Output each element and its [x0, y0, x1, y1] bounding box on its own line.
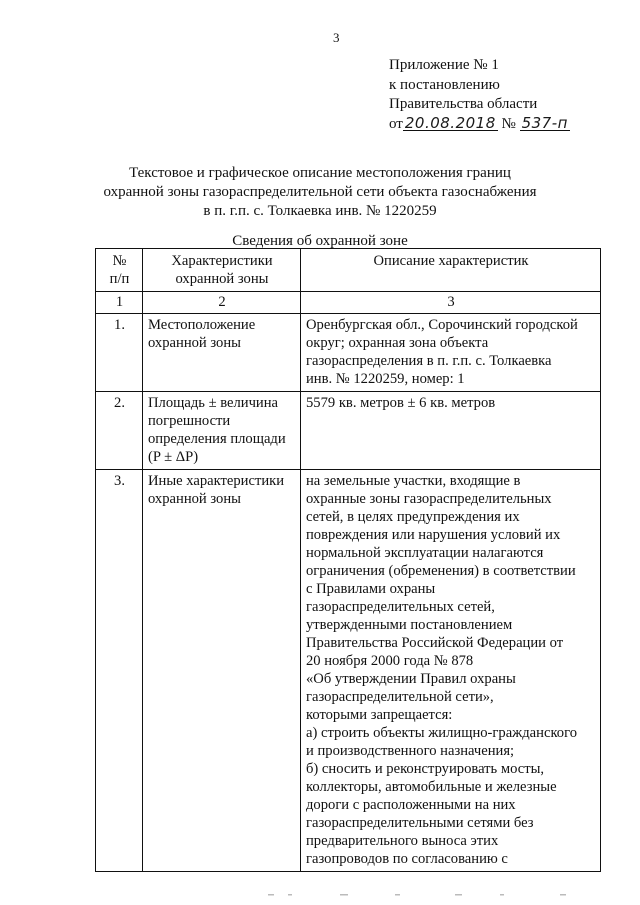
- description-line: 5579 кв. метров ± 6 кв. метров: [306, 395, 496, 411]
- appendix-line-4: [389, 115, 570, 135]
- characteristic-line: погрешности: [148, 413, 231, 429]
- row-description: [301, 470, 601, 872]
- description-line: и производственного назначения;: [306, 743, 515, 759]
- row-description: [301, 314, 601, 392]
- header-number-line-2: п/п: [109, 271, 130, 287]
- row-characteristic: [143, 470, 301, 872]
- description-line: газораспределительной сети»,: [306, 689, 494, 705]
- table-row: [96, 470, 601, 872]
- description-line: утвержденными постановлением: [306, 617, 513, 633]
- index-cell-2: 2: [143, 292, 301, 314]
- characteristic-line: (P ± ΔP): [148, 449, 199, 465]
- characteristic-line: Местоположение: [148, 317, 256, 333]
- characteristic-line: Иные характеристики: [148, 473, 285, 489]
- table-index-row: [96, 292, 601, 314]
- description-line: б) сносить и реконструировать мосты,: [306, 761, 545, 777]
- description-line: Оренбургская обл., Сорочинский городской: [306, 317, 578, 333]
- description-line: которыми запрещается:: [306, 707, 453, 723]
- description-line: а) строить объекты жилищно-гражданского: [306, 725, 578, 741]
- description-line: газопроводов по согласованию с: [306, 851, 508, 867]
- index-cell-1: 1: [96, 292, 143, 314]
- table-row: [96, 392, 601, 470]
- handwritten-date: 20.08.2018: [404, 113, 496, 132]
- table-header-row: [96, 249, 601, 292]
- row-number: 3.: [96, 470, 143, 872]
- row-number: 2.: [96, 392, 143, 470]
- title-line-1: Текстовое и графическое описание местоположения границ: [129, 165, 511, 181]
- description-line: «Об утверждении Правил охраны: [306, 671, 516, 687]
- characteristic-line: охранной зоны: [148, 491, 241, 507]
- appendix-line-1: Приложение № 1: [389, 57, 499, 73]
- description-line: повреждения или нарушения условий их: [306, 527, 561, 543]
- appendix-block: [389, 56, 570, 134]
- document-title: [60, 164, 580, 221]
- row-characteristic: [143, 314, 301, 392]
- handwritten-number: 537-п: [521, 113, 568, 132]
- header-characteristics-line-2: охранной зоны: [175, 271, 269, 287]
- page-number: 3: [333, 30, 340, 45]
- appendix-from-prefix: от: [389, 115, 403, 132]
- description-line: газораспределения в п. г.п. с. Толкаевка: [306, 353, 552, 369]
- description-line: дороги с расположенными на них: [306, 797, 516, 813]
- title-line-2: охранной зоны газораспределительной сети объекта газоснабжения: [103, 184, 537, 200]
- description-line: предварительного выноса этих: [306, 833, 499, 849]
- row-description: [301, 392, 601, 470]
- description-line: газораспределительными сетями без: [306, 815, 534, 831]
- description-line: с Правилами охраны: [306, 581, 436, 597]
- title-line-3: в п. г.п. с. Толкаевка инв. № 1220259: [203, 203, 437, 219]
- description-line: округ; охранная зона объекта: [306, 335, 489, 351]
- header-description: Описание характеристик: [301, 249, 601, 292]
- appendix-line-2: к постановлению: [389, 76, 500, 93]
- characteristic-line: определения площади: [148, 431, 286, 447]
- row-characteristic: [143, 392, 301, 470]
- description-line: сетей, в целях предупреждения их: [306, 509, 520, 525]
- header-characteristics-line-1: Характеристики: [171, 253, 273, 269]
- description-line: коллекторы, автомобильные и железные: [306, 779, 557, 795]
- scan-artifact-dots: [0, 893, 640, 897]
- description-line: 20 ноября 2000 года № 878: [306, 653, 474, 669]
- protection-zone-table: [95, 248, 601, 872]
- table-row: [96, 314, 601, 392]
- characteristic-line: охранной зоны: [148, 335, 241, 351]
- header-characteristics: [143, 249, 301, 292]
- description-line: нормальной эксплуатации налагаются: [306, 545, 544, 561]
- description-line: газораспределительных сетей,: [306, 599, 495, 615]
- characteristic-line: Площадь ± величина: [148, 395, 279, 411]
- header-number-line-1: №: [112, 253, 127, 269]
- header-number: [96, 249, 143, 292]
- appendix-number-sign: №: [501, 115, 516, 132]
- row-number: 1.: [96, 314, 143, 392]
- description-line: ограничения (обременения) в соответствии: [306, 563, 576, 579]
- index-cell-3: 3: [301, 292, 601, 314]
- description-line: на земельные участки, входящие в: [306, 473, 521, 489]
- description-line: Правительства Российской Федерации от: [306, 635, 564, 651]
- description-line: охранные зоны газораспределительных: [306, 491, 552, 507]
- table-title: Сведения об охранной зоне: [232, 233, 408, 249]
- description-line: инв. № 1220259, номер: 1: [306, 371, 465, 387]
- appendix-line-3: Правительства области: [389, 96, 538, 112]
